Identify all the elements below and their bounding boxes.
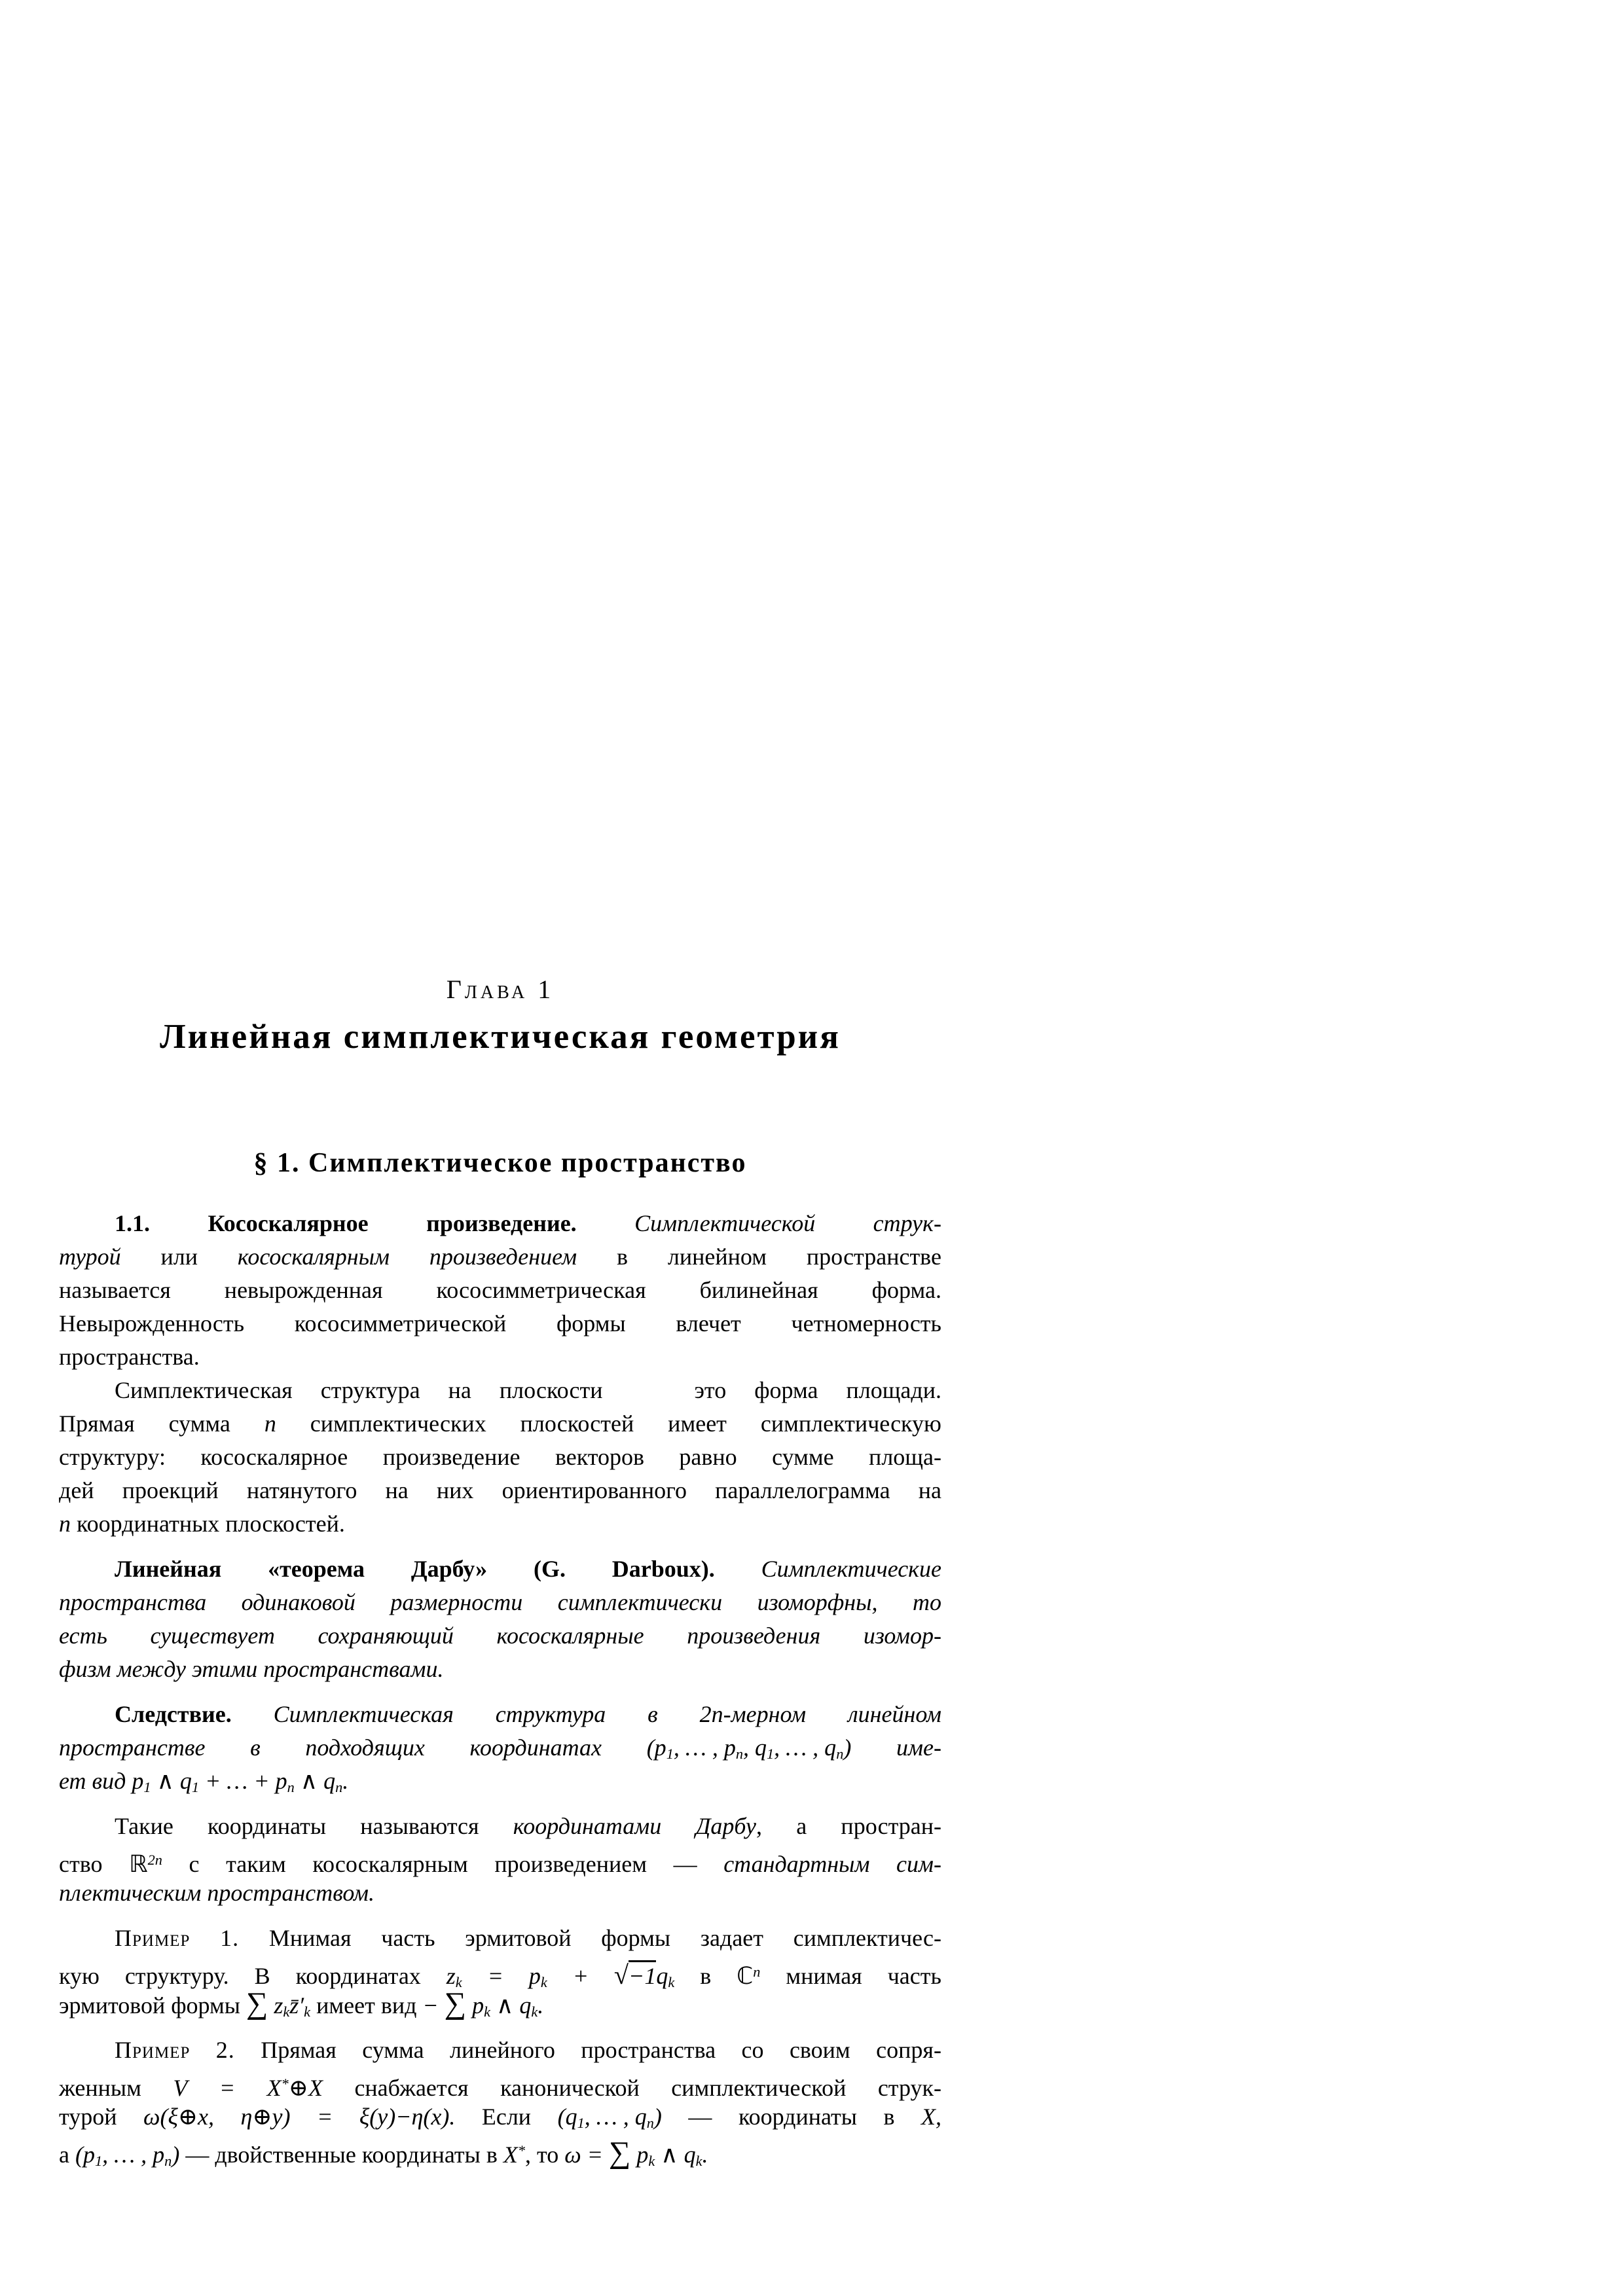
math-fragment: ω = ∑ pk ∧ qk. xyxy=(564,2136,708,2170)
text-fragment: канонической xyxy=(500,2075,640,2102)
text-fragment: Если xyxy=(481,2104,532,2130)
math-fragment: X, xyxy=(921,2104,941,2130)
text-fragment: — xyxy=(688,2104,712,2130)
text-fragment: форма. xyxy=(871,1277,941,1303)
math-fragment: ω(ξ⊕x, xyxy=(143,2104,215,2130)
text-fragment: произведение xyxy=(382,1444,520,1470)
math-fragment: X*⊕X xyxy=(266,2075,323,2102)
text-fragment: , то xyxy=(524,2142,565,2168)
text-fragment: 2n-мерном xyxy=(699,1701,807,1727)
text-fragment: кососимметрическая xyxy=(436,1277,646,1303)
text-fragment: кую xyxy=(59,1963,100,1990)
text-fragment: турой xyxy=(59,1244,121,1270)
text-fragment: пространства. xyxy=(59,1344,200,1370)
text-fragment: невырожденная xyxy=(224,1277,383,1303)
text-fragment: изоморфны, xyxy=(757,1589,878,1615)
paragraph xyxy=(59,1374,941,1541)
text-fragment: задает xyxy=(700,1925,764,1951)
math-fragment: ℂ$^n$ xyxy=(737,1963,761,1990)
paragraph xyxy=(59,1207,941,1374)
text-fragment: кососкалярным xyxy=(237,1244,390,1270)
text-line xyxy=(59,1474,941,1507)
text-fragment: Симплектическая xyxy=(115,1377,293,1403)
text-fragment: 1. xyxy=(220,1925,240,1951)
text-fragment: произведение. xyxy=(426,1210,577,1236)
text-fragment: часть xyxy=(381,1925,435,1951)
text-fragment: произведения xyxy=(687,1623,821,1649)
text-fragment: на xyxy=(385,1477,409,1503)
text-fragment: существует xyxy=(150,1623,275,1649)
text-fragment: на xyxy=(448,1377,471,1403)
text-fragment: Дарбу xyxy=(695,1813,756,1839)
text-fragment: эрмитовой xyxy=(465,1925,572,1951)
text-line xyxy=(59,1922,941,1955)
text-fragment: турой xyxy=(59,2104,117,2130)
text-fragment: пространства xyxy=(59,1589,207,1615)
text-fragment: Симплектическая xyxy=(273,1701,454,1727)
text-fragment: Невырожденность xyxy=(59,1310,244,1336)
text-fragment: размерности xyxy=(390,1589,523,1615)
text-fragment: ство xyxy=(59,1851,103,1878)
text-line xyxy=(59,1340,941,1374)
text-fragment: Линейная xyxy=(115,1556,222,1582)
text-fragment: формы xyxy=(556,1310,626,1336)
text-fragment: есть xyxy=(59,1623,107,1649)
text-line xyxy=(59,1876,941,1910)
text-fragment: параллелограмма xyxy=(715,1477,890,1503)
math-fragment: pk xyxy=(528,1963,547,1991)
text-fragment: с xyxy=(189,1851,200,1878)
text-fragment: сумма xyxy=(168,1410,230,1437)
text-fragment: форма xyxy=(754,1377,818,1403)
text-column xyxy=(59,0,941,2170)
text-fragment: пространстве xyxy=(59,1734,206,1761)
text-fragment: это xyxy=(694,1377,727,1403)
text-fragment xyxy=(631,1374,666,1407)
text-fragment: координатах xyxy=(295,1963,421,1990)
math-fragment: ∑ zkz̄′k xyxy=(246,1986,311,2020)
text-line xyxy=(59,1441,941,1474)
chapter-label: Глава 1 xyxy=(446,975,555,1004)
text-fragment: имеет xyxy=(668,1410,727,1437)
math-fragment: = xyxy=(317,2104,333,2130)
text-line xyxy=(59,1988,941,2022)
text-fragment: физм между этими пространствами. xyxy=(59,1656,444,1682)
text-fragment: координаты xyxy=(208,1813,327,1839)
text-fragment: струк- xyxy=(873,1210,941,1236)
math-fragment: V xyxy=(173,2075,188,2102)
text-fragment: называется xyxy=(59,1277,171,1303)
text-fragment: 2. xyxy=(215,2037,235,2063)
text-fragment: них xyxy=(436,1477,474,1503)
text-fragment: структура xyxy=(495,1701,606,1727)
text-line xyxy=(59,2034,941,2067)
text-fragment: , xyxy=(756,1813,762,1839)
text-fragment: — двойственные координаты в xyxy=(179,2142,503,2168)
text-line xyxy=(59,1955,941,1991)
math-fragment: = xyxy=(219,2075,236,2102)
text-fragment: пространства xyxy=(581,2037,716,2063)
text-fragment: Кососкалярное xyxy=(208,1210,369,1236)
paragraph xyxy=(59,1810,941,1910)
text-line xyxy=(59,1407,941,1441)
text-fragment: а xyxy=(59,2142,75,2168)
text-fragment: линейном xyxy=(847,1701,941,1727)
text-fragment: четномерность xyxy=(791,1310,941,1336)
text-line xyxy=(59,1240,941,1274)
text-fragment: площади. xyxy=(846,1377,941,1403)
text-fragment: Следствие. xyxy=(115,1701,232,1727)
math-fragment: = xyxy=(487,1963,503,1990)
text-fragment: В xyxy=(254,1963,270,1990)
text-line xyxy=(59,1810,941,1843)
text-fragment: равно xyxy=(679,1444,737,1470)
text-fragment: женным xyxy=(59,2075,141,2102)
text-fragment: подходящих xyxy=(305,1734,425,1761)
text-fragment: Такие xyxy=(115,1813,173,1839)
text-fragment: плоскости xyxy=(499,1377,603,1403)
text-fragment: 1.1. xyxy=(115,1210,150,1236)
text-line xyxy=(59,1586,941,1619)
text-fragment: Симплектические xyxy=(761,1556,941,1582)
paragraph xyxy=(59,1552,941,1686)
text-fragment: снабжается xyxy=(354,2075,469,2102)
text-fragment: (G. xyxy=(533,1556,566,1582)
text-fragment: сим- xyxy=(896,1851,941,1878)
math-fragment: ℝ$^{2n}$ xyxy=(129,1851,162,1878)
math-fragment: ξ(y)−η(x). xyxy=(359,2104,456,2130)
text-fragment: своим xyxy=(789,2037,850,2063)
text-fragment: эрмитовой формы xyxy=(59,1992,246,2018)
text-fragment: влечет xyxy=(676,1310,741,1336)
text-fragment: координатах xyxy=(469,1734,602,1761)
text-fragment: часть xyxy=(887,1963,941,1990)
math-fragment: p1 ∧ q1 + … + pn ∧ qn. xyxy=(132,1768,349,1795)
text-fragment: изомор- xyxy=(863,1623,941,1649)
text-line xyxy=(59,1374,941,1407)
text-fragment: проекций xyxy=(122,1477,219,1503)
text-fragment: со xyxy=(741,2037,764,2063)
text-fragment: в xyxy=(700,1963,712,1990)
text-fragment: структуру: xyxy=(59,1444,166,1470)
math-fragment: η⊕y) xyxy=(240,2104,291,2130)
math-fragment: + xyxy=(572,1963,589,1990)
text-fragment: структуру. xyxy=(124,1963,229,1990)
text-fragment xyxy=(695,1810,762,1843)
text-fragment: сопря- xyxy=(876,2037,941,2063)
text-fragment: в xyxy=(883,2104,895,2130)
text-fragment: Дарбу» xyxy=(410,1556,488,1582)
section-heading: § 1. Симплектическое пространство xyxy=(253,1148,747,1178)
text-fragment: — xyxy=(673,1851,697,1878)
text-fragment: линейном xyxy=(667,1244,767,1270)
text-fragment: координатами xyxy=(513,1813,662,1839)
math-fragment: (p1, … , pn, q1, … , qn) xyxy=(646,1734,852,1762)
text-line xyxy=(59,2134,941,2170)
chapter-title: Линейная симплектическая геометрия xyxy=(160,1018,841,1056)
text-line xyxy=(59,1274,941,1307)
text-fragment: билинейная xyxy=(699,1277,818,1303)
math-fragment: (p1, … , pn) xyxy=(75,2142,180,2170)
text-fragment: одинаковой xyxy=(241,1589,356,1615)
text-fragment: простран- xyxy=(841,1813,941,1839)
text-fragment: или xyxy=(160,1244,198,1270)
text-fragment: дей xyxy=(59,1477,94,1503)
text-line xyxy=(59,1552,941,1586)
text-fragment: мнимая xyxy=(786,1963,862,1990)
text-fragment: произведением xyxy=(494,1851,647,1878)
text-fragment: таким xyxy=(226,1851,286,1878)
text-fragment: «теорема xyxy=(268,1556,365,1582)
text-fragment: кососкалярные xyxy=(496,1623,644,1649)
text-fragment: Darboux). xyxy=(611,1556,715,1582)
math-fragment: zk xyxy=(446,1963,462,1991)
text-fragment: в xyxy=(250,1734,261,1761)
text-fragment: называются xyxy=(360,1813,479,1839)
text-fragment: име- xyxy=(896,1734,941,1761)
text-fragment: ориентированного xyxy=(501,1477,687,1503)
text-line xyxy=(59,1698,941,1731)
text-line xyxy=(59,1653,941,1686)
text-fragment: координатных плоскостей. xyxy=(71,1511,345,1537)
paragraph xyxy=(59,2034,941,2170)
text-fragment: векторов xyxy=(555,1444,644,1470)
text-fragment: в xyxy=(647,1701,658,1727)
math-fragment: n xyxy=(264,1410,276,1437)
math-fragment: (q1, … , qn) xyxy=(557,2104,662,2131)
text-fragment: ет вид xyxy=(59,1768,132,1794)
text-fragment: симплектической xyxy=(671,2075,847,2102)
body-text xyxy=(59,1207,941,2170)
math-fragment: √−1qk xyxy=(613,1960,675,1991)
paragraph xyxy=(59,1922,941,2022)
text-line xyxy=(59,2100,941,2134)
text-fragment: Мнимая xyxy=(268,1925,352,1951)
text-fragment: линейного xyxy=(450,2037,555,2063)
text-fragment: Прямая xyxy=(59,1410,135,1437)
text-fragment: в xyxy=(617,1244,629,1270)
paragraph xyxy=(59,1698,941,1798)
text-line xyxy=(59,1307,941,1340)
text-fragment: Прямая xyxy=(261,2037,337,2063)
text-fragment: Пример xyxy=(115,2037,191,2063)
text-fragment: произведением xyxy=(429,1244,577,1270)
text-fragment: кососкалярным xyxy=(312,1851,468,1878)
text-fragment: симплектически xyxy=(557,1589,723,1615)
text-fragment: имеет вид xyxy=(310,1992,423,2018)
text-fragment: кососимметрической xyxy=(294,1310,507,1336)
text-fragment: кососкалярное xyxy=(200,1444,348,1470)
text-fragment: стандартным xyxy=(723,1851,870,1878)
text-fragment: сумма xyxy=(362,2037,424,2063)
text-fragment: плектическим пространством. xyxy=(59,1880,374,1906)
text-fragment: сохраняющий xyxy=(318,1623,454,1649)
text-fragment: структура xyxy=(320,1377,420,1403)
text-line xyxy=(59,1207,941,1240)
text-line xyxy=(59,2067,941,2100)
text-fragment: формы xyxy=(601,1925,671,1951)
text-fragment: а xyxy=(796,1813,807,1839)
text-line xyxy=(59,1507,941,1541)
text-fragment: то xyxy=(913,1589,941,1615)
text-fragment: координаты xyxy=(738,2104,857,2130)
text-fragment: Пример xyxy=(115,1925,191,1951)
math-fragment: X* xyxy=(503,2142,525,2168)
text-fragment: площа- xyxy=(869,1444,941,1470)
text-fragment: натянутого xyxy=(246,1477,357,1503)
math-fragment: − ∑ pk ∧ qk. xyxy=(422,1986,544,2020)
text-fragment: пространстве xyxy=(806,1244,941,1270)
text-fragment: Симплектической xyxy=(634,1210,816,1236)
text-line xyxy=(59,1619,941,1653)
text-fragment: симплектических xyxy=(310,1410,486,1437)
text-fragment: плоскостей xyxy=(520,1410,634,1437)
text-fragment: симплектическую xyxy=(760,1410,941,1437)
math-fragment: n xyxy=(59,1511,71,1537)
text-fragment: на xyxy=(918,1477,941,1503)
text-fragment: сумме xyxy=(772,1444,834,1470)
text-line xyxy=(59,1843,941,1876)
text-fragment: симплектичес- xyxy=(793,1925,941,1951)
text-fragment: струк- xyxy=(877,2075,941,2102)
text-line xyxy=(59,1731,941,1765)
